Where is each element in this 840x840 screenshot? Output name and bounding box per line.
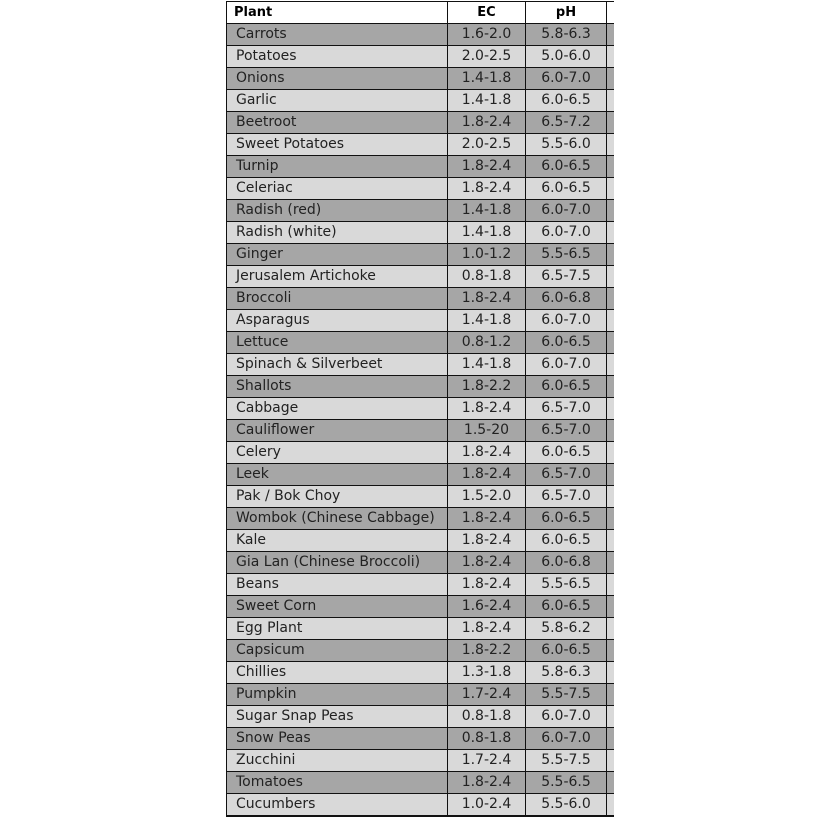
plant-cell: Sweet Corn — [227, 596, 448, 618]
plant-cell: Sugar Snap Peas — [227, 706, 448, 728]
plant-cell: Celeriac — [227, 178, 448, 200]
extra-cell-cut-off — [607, 222, 615, 244]
table-row — [227, 156, 615, 178]
table-row — [227, 596, 615, 618]
table-row — [227, 288, 615, 310]
extra-cell-cut-off — [607, 112, 615, 134]
plant-cell: Pumpkin — [227, 684, 448, 706]
table-row — [227, 574, 615, 596]
ec-cell: 2.0-2.5 — [448, 46, 526, 68]
table-row — [227, 552, 615, 574]
ph-cell: 6.0-6.5 — [526, 442, 607, 464]
plant-cell: Radish (red) — [227, 200, 448, 222]
table-row — [227, 772, 615, 794]
plant-ec-ph-table — [226, 1, 614, 817]
plant-cell: Lettuce — [227, 332, 448, 354]
table-row — [227, 266, 615, 288]
plant-cell: Cabbage — [227, 398, 448, 420]
ec-cell: 1.8-2.4 — [448, 772, 526, 794]
plant-cell: Gia Lan (Chinese Broccoli) — [227, 552, 448, 574]
plant-cell: Kale — [227, 530, 448, 552]
extra-cell-cut-off — [607, 134, 615, 156]
ph-cell: 6.5-7.0 — [526, 486, 607, 508]
plant-cell: Radish (white) — [227, 222, 448, 244]
header-plant: Plant — [227, 2, 448, 24]
ph-cell: 6.0-6.5 — [526, 90, 607, 112]
table-row — [227, 376, 615, 398]
table-row — [227, 332, 615, 354]
ph-cell: 6.0-6.5 — [526, 530, 607, 552]
ph-cell: 5.8-6.3 — [526, 662, 607, 684]
extra-cell-cut-off — [607, 574, 615, 596]
ph-cell: 6.5-7.0 — [526, 398, 607, 420]
extra-cell-cut-off — [607, 156, 615, 178]
table-row — [227, 178, 615, 200]
ec-cell: 1.8-2.4 — [448, 112, 526, 134]
plant-cell: Egg Plant — [227, 618, 448, 640]
table-row — [227, 464, 615, 486]
ph-cell: 6.0-6.5 — [526, 640, 607, 662]
plant-cell: Tomatoes — [227, 772, 448, 794]
plant-cell: Onions — [227, 68, 448, 90]
ph-cell: 5.5-7.5 — [526, 684, 607, 706]
extra-cell-cut-off — [607, 552, 615, 574]
extra-cell-cut-off — [607, 662, 615, 684]
extra-cell-cut-off — [607, 398, 615, 420]
ec-cell: 2.0-2.5 — [448, 134, 526, 156]
plant-cell: Chillies — [227, 662, 448, 684]
header-ec: EC — [448, 2, 526, 24]
plant-cell: Broccoli — [227, 288, 448, 310]
table-row — [227, 46, 615, 68]
extra-cell-cut-off — [607, 46, 615, 68]
extra-cell-cut-off — [607, 178, 615, 200]
plant-cell: Capsicum — [227, 640, 448, 662]
extra-cell-cut-off — [607, 508, 615, 530]
plant-cell: Leek — [227, 464, 448, 486]
ph-cell: 5.0-6.0 — [526, 46, 607, 68]
extra-cell-cut-off — [607, 486, 615, 508]
extra-cell-cut-off — [607, 420, 615, 442]
ec-cell: 1.8-2.2 — [448, 376, 526, 398]
extra-cell-cut-off — [607, 354, 615, 376]
extra-cell-cut-off — [607, 464, 615, 486]
table-row — [227, 354, 615, 376]
ph-cell: 6.5-7.0 — [526, 464, 607, 486]
ph-cell: 6.0-6.8 — [526, 552, 607, 574]
plant-cell: Cauliflower — [227, 420, 448, 442]
ec-cell: 1.7-2.4 — [448, 750, 526, 772]
plant-cell: Beans — [227, 574, 448, 596]
table-row — [227, 200, 615, 222]
table-row — [227, 90, 615, 112]
ph-cell: 6.0-7.0 — [526, 222, 607, 244]
plant-cell: Garlic — [227, 90, 448, 112]
plant-cell: Zucchini — [227, 750, 448, 772]
extra-cell-cut-off — [607, 684, 615, 706]
extra-cell-cut-off — [607, 618, 615, 640]
extra-cell-cut-off — [607, 706, 615, 728]
table-row — [227, 618, 615, 640]
extra-cell-cut-off — [607, 244, 615, 266]
ph-cell: 5.5-6.5 — [526, 772, 607, 794]
ph-cell: 6.0-6.5 — [526, 508, 607, 530]
extra-cell-cut-off — [607, 640, 615, 662]
ec-cell: 1.0-2.4 — [448, 794, 526, 817]
table-row — [227, 750, 615, 772]
ec-cell: 1.4-1.8 — [448, 310, 526, 332]
plant-cell: Turnip — [227, 156, 448, 178]
plant-cell: Spinach & Silverbeet — [227, 354, 448, 376]
plant-cell: Celery — [227, 442, 448, 464]
table-row — [227, 112, 615, 134]
table-row — [227, 222, 615, 244]
ec-cell: 1.6-2.0 — [448, 24, 526, 46]
extra-cell-cut-off — [607, 310, 615, 332]
extra-cell-cut-off — [607, 596, 615, 618]
plant-cell: Pak / Bok Choy — [227, 486, 448, 508]
extra-cell-cut-off — [607, 772, 615, 794]
plant-cell: Cucumbers — [227, 794, 448, 817]
plant-cell: Wombok (Chinese Cabbage) — [227, 508, 448, 530]
ph-cell: 6.0-6.5 — [526, 178, 607, 200]
ph-cell: 5.5-6.0 — [526, 134, 607, 156]
ph-cell: 6.0-7.0 — [526, 728, 607, 750]
ec-cell: 1.8-2.4 — [448, 574, 526, 596]
ph-cell: 5.5-6.5 — [526, 244, 607, 266]
header-ph: pH — [526, 2, 607, 24]
extra-cell-cut-off — [607, 200, 615, 222]
ec-cell: 1.4-1.8 — [448, 222, 526, 244]
table-row — [227, 134, 615, 156]
ph-cell: 6.0-7.0 — [526, 706, 607, 728]
ph-cell: 5.5-6.0 — [526, 794, 607, 817]
table-row — [227, 530, 615, 552]
ec-cell: 1.8-2.4 — [448, 178, 526, 200]
ec-cell: 1.5-20 — [448, 420, 526, 442]
extra-cell-cut-off — [607, 24, 615, 46]
ph-cell: 6.5-7.2 — [526, 112, 607, 134]
ec-cell: 1.8-2.4 — [448, 618, 526, 640]
header-extra-cut-off — [607, 2, 615, 24]
extra-cell-cut-off — [607, 794, 615, 817]
ec-cell: 0.8-1.8 — [448, 266, 526, 288]
table-row — [227, 310, 615, 332]
table-row — [227, 442, 615, 464]
table-row — [227, 244, 615, 266]
table-row — [227, 398, 615, 420]
table-row — [227, 662, 615, 684]
extra-cell-cut-off — [607, 90, 615, 112]
ph-cell: 6.0-7.0 — [526, 354, 607, 376]
plant-cell: Shallots — [227, 376, 448, 398]
ph-cell: 6.0-6.5 — [526, 156, 607, 178]
ec-cell: 1.8-2.4 — [448, 552, 526, 574]
extra-cell-cut-off — [607, 288, 615, 310]
table-row — [227, 640, 615, 662]
ph-cell: 6.5-7.0 — [526, 420, 607, 442]
ph-cell: 6.0-7.0 — [526, 200, 607, 222]
ec-cell: 1.8-2.4 — [448, 508, 526, 530]
table-row — [227, 508, 615, 530]
plant-cell: Potatoes — [227, 46, 448, 68]
ec-cell: 1.8-2.4 — [448, 442, 526, 464]
ph-cell: 5.8-6.3 — [526, 24, 607, 46]
ph-cell: 6.0-6.5 — [526, 596, 607, 618]
table-row — [227, 68, 615, 90]
ph-cell: 5.8-6.2 — [526, 618, 607, 640]
ec-cell: 1.6-2.4 — [448, 596, 526, 618]
table-row — [227, 794, 615, 817]
plant-ec-ph-table-container — [226, 1, 614, 817]
ph-cell: 6.0-6.5 — [526, 332, 607, 354]
plant-cell: Asparagus — [227, 310, 448, 332]
table-body — [227, 24, 615, 817]
table-row — [227, 706, 615, 728]
table-row — [227, 486, 615, 508]
ph-cell: 6.0-7.0 — [526, 310, 607, 332]
ec-cell: 0.8-1.2 — [448, 332, 526, 354]
ec-cell: 1.4-1.8 — [448, 200, 526, 222]
ec-cell: 0.8-1.8 — [448, 706, 526, 728]
ec-cell: 1.8-2.4 — [448, 530, 526, 552]
ec-cell: 1.3-1.8 — [448, 662, 526, 684]
ph-cell: 5.5-7.5 — [526, 750, 607, 772]
ec-cell: 1.8-2.4 — [448, 156, 526, 178]
ec-cell: 1.5-2.0 — [448, 486, 526, 508]
ec-cell: 1.0-1.2 — [448, 244, 526, 266]
extra-cell-cut-off — [607, 332, 615, 354]
ec-cell: 1.4-1.8 — [448, 354, 526, 376]
ph-cell: 6.5-7.5 — [526, 266, 607, 288]
plant-cell: Jerusalem Artichoke — [227, 266, 448, 288]
ec-cell: 1.8-2.4 — [448, 288, 526, 310]
ph-cell: 6.0-7.0 — [526, 68, 607, 90]
ec-cell: 1.4-1.8 — [448, 68, 526, 90]
extra-cell-cut-off — [607, 442, 615, 464]
extra-cell-cut-off — [607, 728, 615, 750]
ph-cell: 6.0-6.8 — [526, 288, 607, 310]
ec-cell: 0.8-1.8 — [448, 728, 526, 750]
extra-cell-cut-off — [607, 266, 615, 288]
plant-cell: Snow Peas — [227, 728, 448, 750]
plant-cell: Sweet Potatoes — [227, 134, 448, 156]
ec-cell: 1.8-2.4 — [448, 464, 526, 486]
ec-cell: 1.7-2.4 — [448, 684, 526, 706]
ph-cell: 6.0-6.5 — [526, 376, 607, 398]
plant-cell: Carrots — [227, 24, 448, 46]
extra-cell-cut-off — [607, 750, 615, 772]
plant-cell: Beetroot — [227, 112, 448, 134]
plant-cell: Ginger — [227, 244, 448, 266]
ph-cell: 5.5-6.5 — [526, 574, 607, 596]
ec-cell: 1.8-2.2 — [448, 640, 526, 662]
extra-cell-cut-off — [607, 530, 615, 552]
ec-cell: 1.8-2.4 — [448, 398, 526, 420]
extra-cell-cut-off — [607, 68, 615, 90]
extra-cell-cut-off — [607, 376, 615, 398]
table-row — [227, 24, 615, 46]
table-row — [227, 684, 615, 706]
ec-cell: 1.4-1.8 — [448, 90, 526, 112]
table-row — [227, 420, 615, 442]
header-row — [227, 2, 615, 24]
table-row — [227, 728, 615, 750]
